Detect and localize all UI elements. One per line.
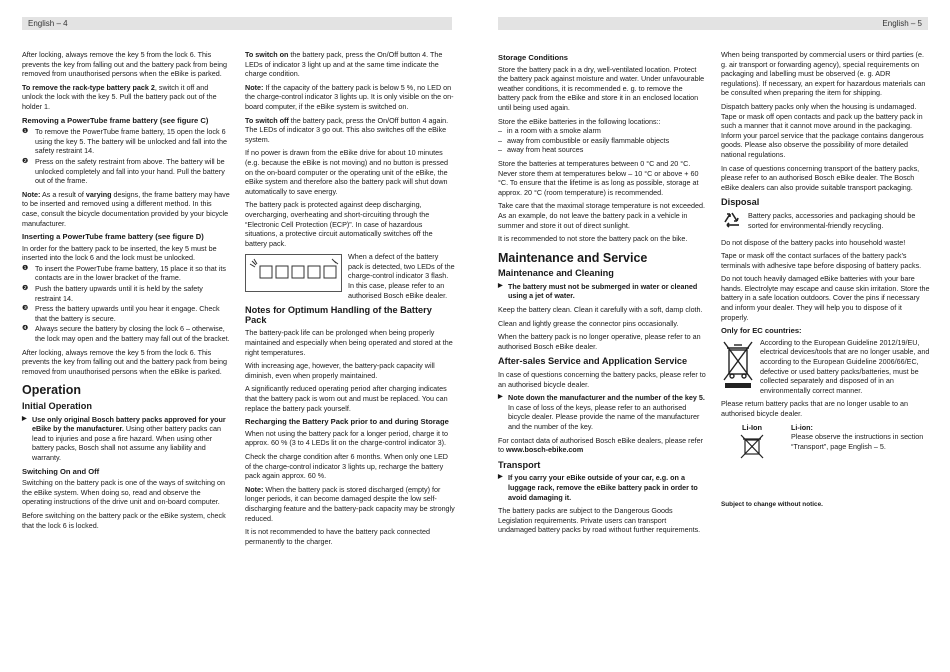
insert-steps (22, 264, 230, 344)
paragraph: When the battery pack is no longer operative, please refer to an authorised Bosch eBike dealer. (498, 332, 701, 351)
paragraph: The battery pack is protected against deep discharging, overcharging, overheating and short-circuiting through the “Electronic Cell Protection (ECP)”. In case of hazardous situations, a protective circuit automatically switches off the battery pack. (245, 200, 433, 248)
paragraph: Clean and lightly grease the connector pins occasionally. (498, 318, 679, 328)
paragraph: In case of questions concerning the battery packs, please refer to an authorised bicycle dealer. (498, 370, 706, 389)
liion-text-block (791, 423, 930, 461)
heading-disposal: Disposal (721, 197, 760, 208)
column-4 (721, 50, 930, 510)
paragraph: Store the eBike batteries in the following locations:: (498, 116, 661, 126)
paragraph: If no power is drawn from the eBike drive for about 10 minutes (e.g. because the eBike is not moving) and no button is pressed on the on-board computer or the operating unit of the eBike, the eBike system and therefore also the battery pack will shut down automatically to save energy. (245, 148, 448, 196)
heading-storage-conditions: Storage Conditions (498, 53, 569, 62)
paragraph: When being transported by commercial users or third parties (e. g. air transport or forwarding agency), special requirements on packaging and labelling must be observed (e. g. ADR regulations). If necessary, an expert for hazardous materials can be consulted when preparing the item for shipping. (721, 50, 926, 98)
paragraph: It is recommended to not store the battery pack on the bike. (498, 234, 688, 244)
warning-transport: ▶ If you carry your eBike outside of your car, e.g. on a luggage rack, remove the eBike battery pack in order to avoid damaging it. (498, 473, 698, 502)
paragraph: After locking, always remove the key 5 from the lock 6. This prevents the key from falling out and the battery pack from being removed from unauthorised persons when the eBike is parked. (22, 50, 227, 79)
paragraph: With increasing age, however, the battery-pack capacity will diminish, even when properly maintained. (245, 361, 435, 380)
recycling-text: Battery packs, accessories and packaging should be sorted for environmental-friendly recycling. (748, 210, 916, 230)
paragraph: Please return battery packs that are no longer usable to an authorised bicycle dealer. (721, 399, 908, 418)
list-item: ❶ To insert the PowerTube frame battery, 15 place it so that its contacts are in the lower bracket of the frame. (22, 263, 226, 283)
paragraph: To switch on the battery pack, press the On/Off button 4. The LEDs of indicator 3 light up and at the same time indicate the charge condition. (245, 50, 443, 79)
list-item: – away from heat sources (498, 145, 584, 155)
warning-original-batteries: ▶ Use only original Bosch battery packs approved for your eBike by the manufacturer. Using other battery packs can lead to injuries and pose a fire hazard. When using other battery packs, Bosch shall not assume any liability and warranty. (22, 414, 226, 462)
paragraph: It is not recommended to have the battery pack connected permanently to the charger. (245, 527, 430, 546)
list-item: ❶ To remove the PowerTube frame battery, 15 open the lock 6 using the key 5. The battery will be unlocked and fall into the safety restraint 14. (22, 127, 228, 156)
dealer-url[interactable]: www.bosch-ebike.com (506, 445, 584, 455)
paragraph: Store the batteries at temperatures between 0 °C and 20 °C. Never store them at temperatures below – 10 °C or above + 60 °C. To ensure that the lifetime is as long as possible, storage at approx. 20 °C (room temperature) is recommended. (498, 158, 699, 197)
paragraph: Switching on the battery pack is one of the ways of switching on the eBike system. When doing so, read and observe the operating instructions of the drive unit and on-board computer. (22, 478, 225, 507)
column-3 (498, 50, 706, 539)
page-header-right: English – 5 (498, 17, 928, 30)
heading-after-sales: After-sales Service and Application Service (498, 356, 688, 367)
weee-block (721, 338, 930, 396)
note-keys: ▶ Note down the manufacturer and the number of the key 5. In case of loss of the keys, please refer to an authorised bicycle dealer. Please provide the name of the manufacturer and the number of the key. (498, 393, 705, 431)
list-item: ❷ Push the battery upwards until it is held by the safety restraint 14. (22, 284, 203, 303)
paragraph: Store the battery pack in a dry, well-ventilated location. Protect the battery pack against moisture and water. Under unfavourable weather conditions, it is recommended e. g. to remove the battery pack from the eBike and store it in an enclosed location until being used again. (498, 64, 705, 112)
column-1 (22, 50, 230, 534)
heading-optimum-handling: Notes for Optimum Handling of the Battery Pack (245, 305, 432, 325)
heading-insert-frame-battery: Inserting a PowerTube frame battery (see figure D) (22, 232, 204, 242)
paragraph: In case of questions concerning transport of the battery packs, please refer to an authorised Bosch eBike dealer. The Bosch eBike dealers can also provide suitable transport packaging. (721, 163, 920, 192)
heading-operation: Operation (22, 383, 82, 398)
paragraph: The battery-pack life can be prolonged when being properly maintained and especially when being operated and stored at the right temperatures. (245, 328, 453, 357)
paragraph: Check the charge condition after 6 months. When only one LED of the charge-control indicator 3 lights up, recharge the battery pack again approx. 60 %. (245, 451, 448, 481)
heading-initial-operation: Initial Operation (22, 401, 92, 411)
paragraph: A significantly reduced operating period after charging indicates that the battery pack is worn out and must be replaced. You can replace the battery pack yourself. (245, 384, 448, 413)
note: Note: If the capacity of the battery pack is below 5 %, no LED on the charge-control indicator 3 lights up. It is only visible on the on-board computer, if the eBike system is switched on. (245, 82, 454, 111)
note: Note: When the battery pack is stored discharged (empty) for longer periods, it can become damaged despite the low self-discharging feature and the battery-pack capacity may be strongly reduced. (245, 484, 455, 523)
led-indicator-illustration (245, 254, 342, 292)
list-item: ❷ Press on the safety restraint from above. The battery will be unlocked completely and fall into your hand. Pull the battery out of the frame. (22, 156, 225, 186)
heading-transport: Transport (498, 459, 541, 470)
liion-symbol-label: Li-Ion (741, 422, 763, 432)
recycling-icon (721, 211, 743, 234)
heading-switching: Switching On and Off (22, 466, 100, 476)
weee-text: According to the European Guideline 2012/19/EU, electrical devices/tools that are no longer usable, and according to the European Guideline 2006/66/EC, defective or used battery packs/batteries, must be collected separately and disposed of in an environmentally correct manner. (760, 337, 930, 395)
liion-block (721, 423, 930, 461)
column-2 (245, 50, 455, 550)
page-header-left: English – 4 (22, 17, 452, 30)
paragraph: When not using the battery pack for a longer period, charge it to approx. 60 % (3 to 4 LEDs lit on the charge-control indicator 3). (245, 428, 448, 448)
heading-maintenance-cleaning: Maintenance and Cleaning (498, 268, 614, 279)
heading-remove-frame-battery: Removing a PowerTube frame battery (see figure C) (22, 115, 209, 125)
storage-locations (498, 126, 706, 155)
crossed-bin-small-icon (732, 434, 772, 460)
note: Note: As a result of varying designs, the frame battery may have to be inserted and removed using a different method. In this case, consult the bicycle documentation provided by your bicycle manufacturer. (22, 189, 230, 228)
liion-heading: Li-ion: (791, 422, 813, 432)
recycling-block (721, 211, 930, 234)
heading-ec-countries: Only for EC countries: (721, 326, 802, 336)
list-item: ❸ Press the battery upwards until you hear it engage. Check that the battery is secure. (22, 304, 220, 323)
paragraph: To remove the rack-type battery pack 2, switch it off and unlock the lock with the key 5. Pull the battery pack out of the holder 1. (22, 82, 217, 111)
heading-maintenance-service: Maintenance and Service (498, 250, 648, 265)
paragraph: Take care that the maximal storage temperature is not exceeded. As an example, do not leave the battery pack in a vehicle in summer and store it out of direct sunlight. (498, 201, 705, 230)
liion-symbol (721, 423, 783, 461)
led-defect-figure (245, 252, 455, 300)
subject-to-change: Subject to change without notice. (721, 501, 823, 509)
liion-text: Please observe the instructions in section “Transport”, page English – 5. (791, 432, 924, 451)
paragraph: Before switching on the battery pack or the eBike system, check that the lock 6 is locked. (22, 510, 226, 530)
warning-submerge: ▶ The battery must not be submerged in water or cleaned using a jet of water. (498, 281, 698, 301)
paragraph: To switch off the battery pack, press the On/Off button 4 again. The LEDs of indicator 3 go out. This also switches off the eBike system. (245, 115, 449, 144)
paragraph: In order for the battery pack to be inserted, the key 5 must be inserted into the lock 6 and the lock must be unlocked. (22, 243, 217, 263)
list-item: ❹ Always secure the battery by closing the lock 6 – otherwise, the lock may open and the battery may fall out of the bracket. (22, 324, 230, 344)
paragraph: Keep the battery clean. Clean it carefully with a soft, damp cloth. (498, 305, 703, 315)
paragraph: The battery packs are subject to the Dangerous Goods Legislation requirements. Private users can transport undamaged battery packs by road without further requirements. (498, 506, 701, 535)
paragraph: Dispatch battery packs only when the housing is undamaged. Tape or mask off open contacts and pack up the battery pack in such a manner that it cannot move around in the packaging. Inform your parcel service that the package contains dangerous goods. Please also observe the possibility of more detailed national regulations. (721, 101, 924, 159)
paragraph: After locking, always remove the key 5 from the lock 6. This prevents the key from falling out and the battery pack from being removed from unauthorised persons when the eBike is parked. (22, 347, 227, 376)
paragraph: For contact data of authorised Bosch eBike dealers, please refer to www.bosch-ebike.com (498, 435, 703, 455)
heading-recharging: Recharging the Battery Pack prior to and during Storage (245, 417, 449, 427)
paragraph: Do not dispose of the battery packs into household waste! (721, 237, 906, 247)
crossed-bin-icon (721, 338, 755, 396)
list-item: – in a room with a smoke alarm (498, 126, 601, 136)
paragraph: Do not touch heavily damaged eBike batteries with your bare hands. Electrolyte may escape and cause skin irritation. Store the battery in a safe location outdoors. Cover the pins if necessary and inform your dealer. They will help you to dispose of it properly. (721, 274, 930, 322)
paragraph: Tape or mask off the contact surfaces of the battery pack’s terminals with adhesive tape before disposing of battery packs. (721, 251, 922, 270)
led-defect-text: When a defect of the battery pack is detected, two LEDs of the charge-control indicator 3 flash. In this case, please refer to an authorised Bosch eBike dealer. (348, 252, 455, 300)
remove-steps (22, 127, 230, 186)
list-item: – away from combustible or easily flammable objects (498, 135, 670, 145)
